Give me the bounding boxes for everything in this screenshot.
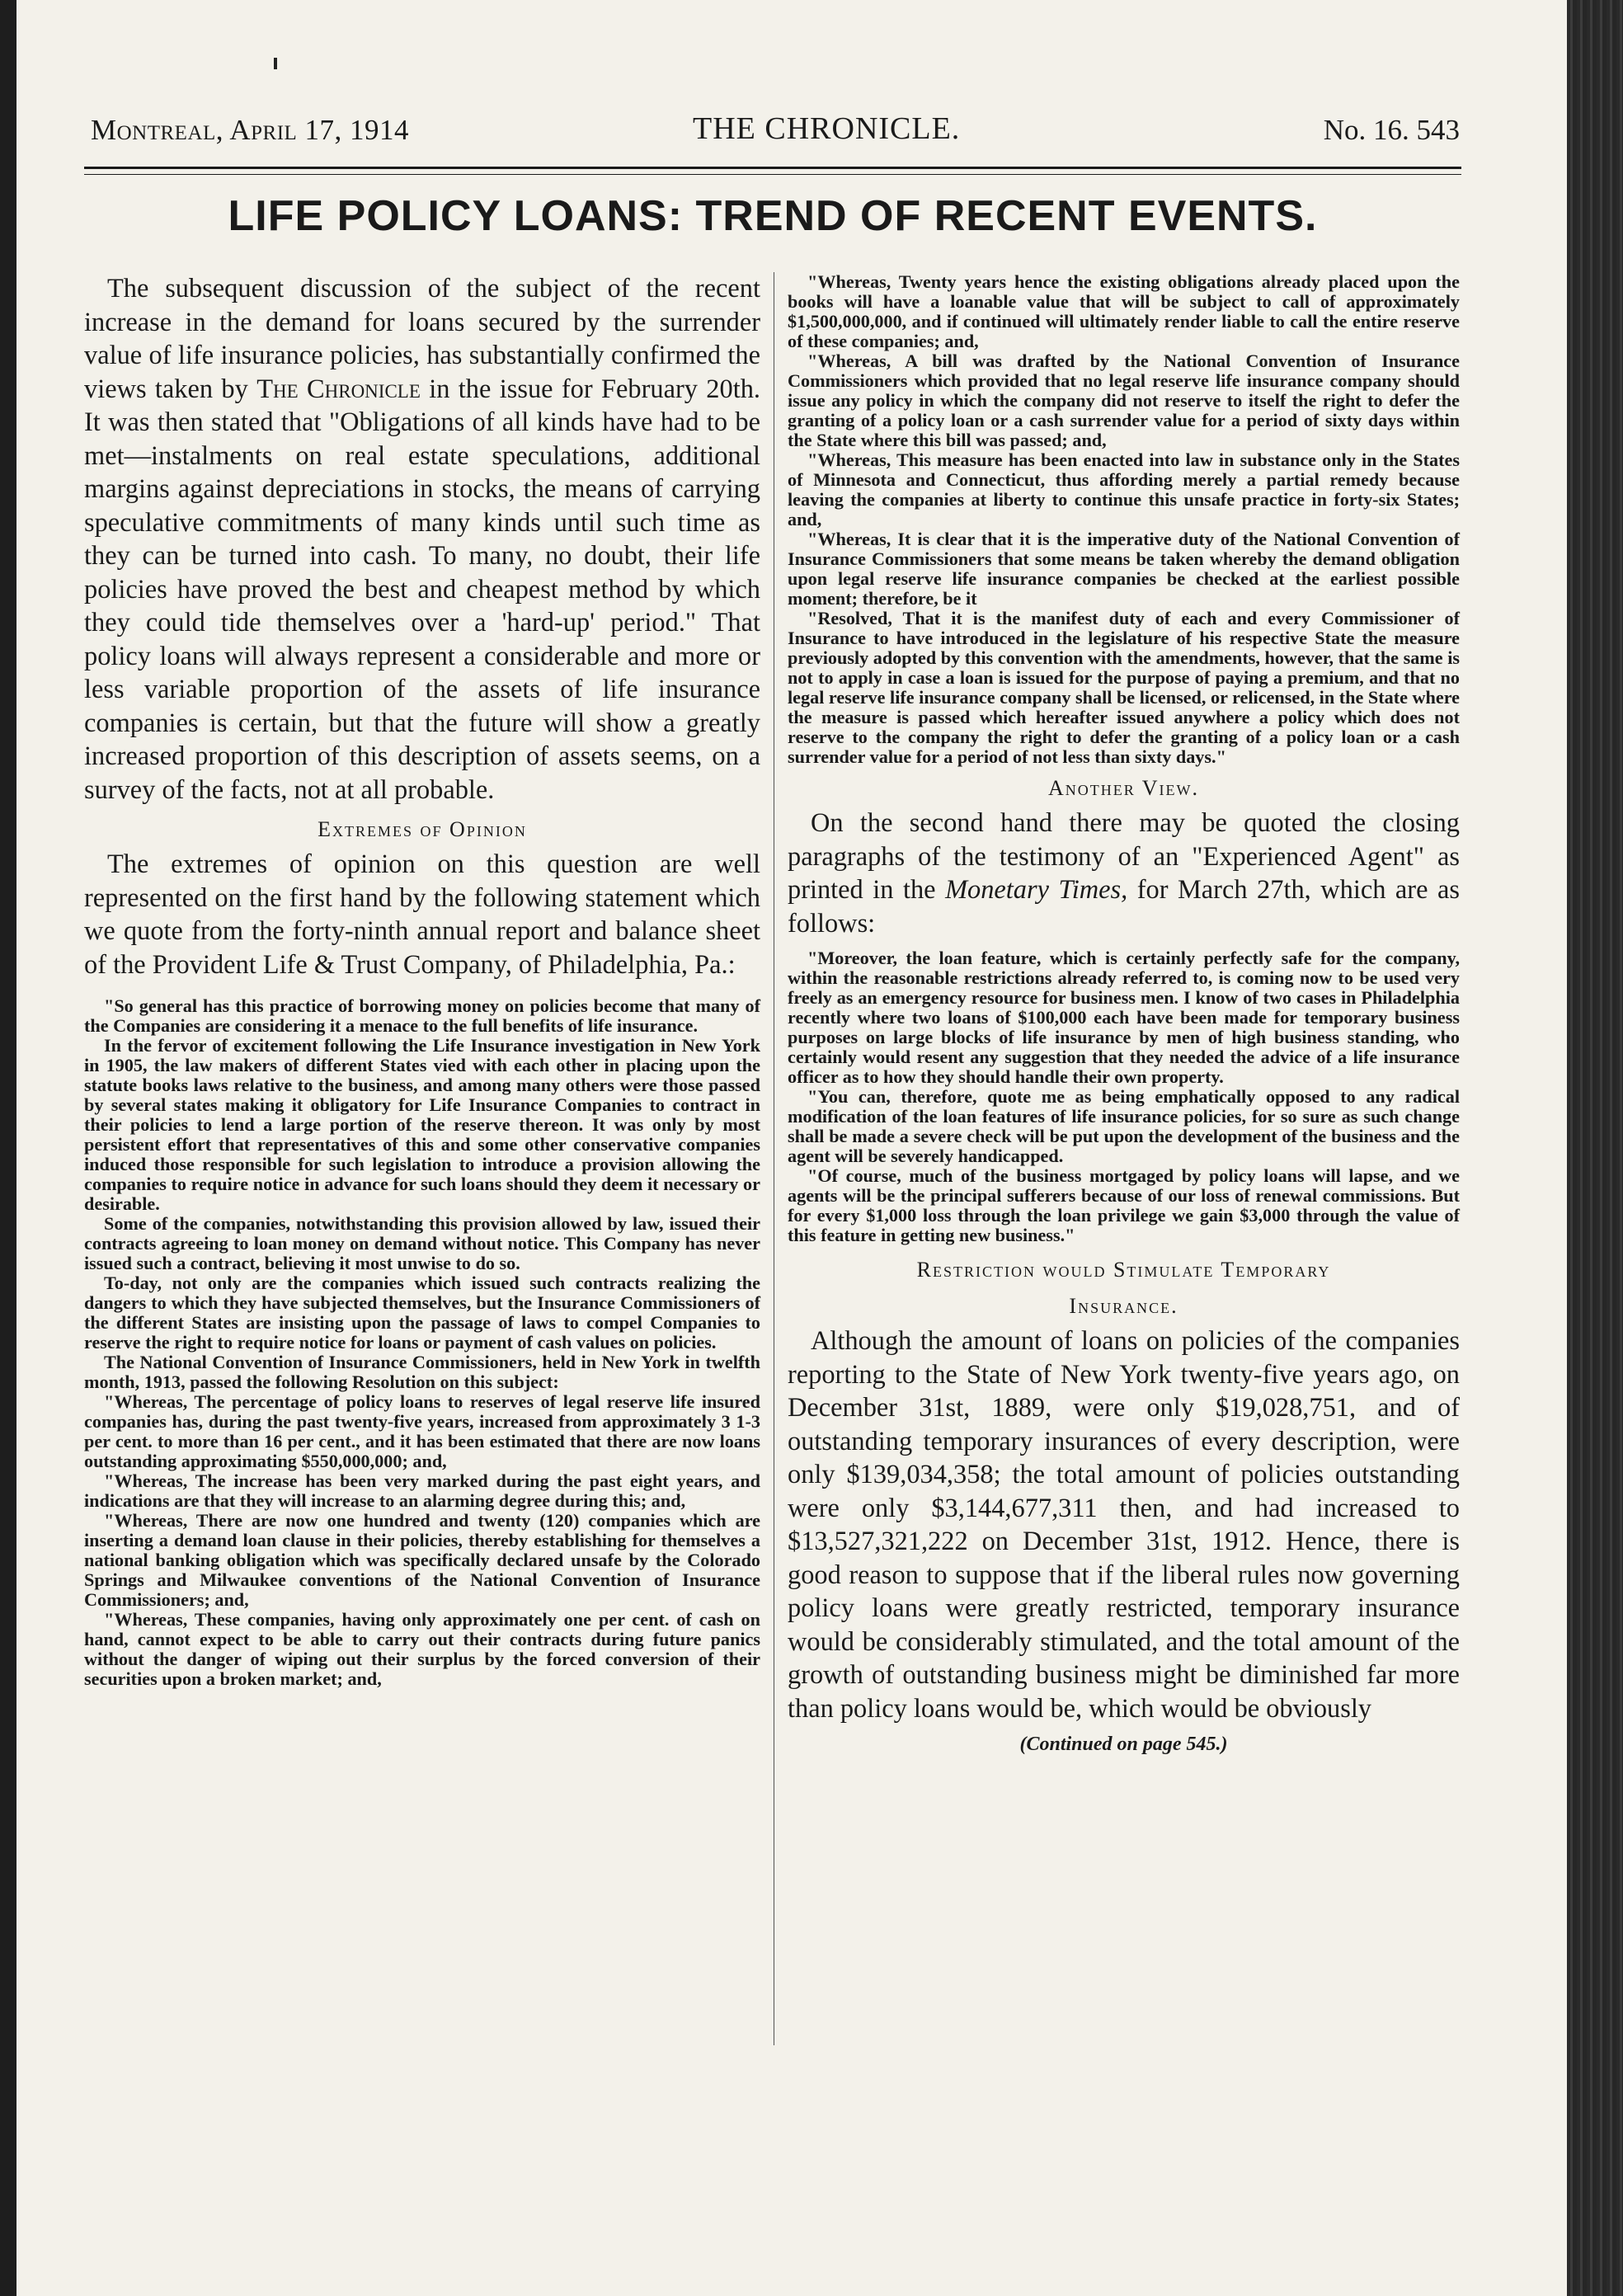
- quote-paragraph: "Resolved, That it is the manifest duty of each and every Commissioner of Insurance to have introduced in the legislature of his respective State the measure previously adopted by this convention with the amendments, however, that the same is not to apply in case a loan is issued for the purpose of paying a premium, and that no legal reserve life insurance company shall be licensed, or relicensed, in the State where the measure is passed which hereafter issued anywhere a policy which does not reserve to the company the right to defer the granting of a policy loan or a cash surrender value for a period of not less than sixty days.": [788, 608, 1460, 767]
- paragraph-restriction: Although the amount of loans on policies of the companies reporting to the State of New York twenty-five years ago, on December 31st, 1889, were only $19,028,751, and of outstanding temporary insurances of every description, were only $139,034,358; the total amount of policies outstanding were only $3,144,677,311 then, and had increased to $13,527,321,222 on December 31st, 1912. Hence, there is good reason to suppose that if the liberal rules now governing policy loans were greatly restricted, temporary insurance would be considerably stimulated, and the total amount of the growth of outstanding business might be diminished far more than policy loans would be, which would be obviously: [788, 1326, 1460, 1724]
- publication-name: Monetary Times,: [945, 875, 1128, 905]
- heading-another-view: Another View.: [1047, 776, 1200, 800]
- heading-restriction-cont: Insurance.: [1069, 1294, 1178, 1318]
- spacer: [788, 1245, 1460, 1252]
- quote-paragraph: "Whereas, Twenty years hence the existing obligations already placed upon the books will have a loanable value that will be subject to call of approximately $1,500,000,000, and if continued will ultimately render liable to call the entire reserve of these companies; and,: [788, 271, 1460, 351]
- para3-text-a: On the second hand there may be quoted the closing paragraphs of the testimony of an "Experienced Agent" as printed in the: [788, 808, 1460, 905]
- running-head: [91, 111, 1460, 155]
- article-title: LIFE POLICY LOANS: TREND OF RECENT EVENTS.: [228, 192, 1318, 240]
- issue-page: No. 16. 543: [1323, 114, 1460, 146]
- continued-note: (Continued on page 545.): [1019, 1734, 1228, 1755]
- heading-extremes: Extremes of Opinion: [318, 817, 527, 841]
- quote-paragraph: "Whereas, This measure has been enacted into law in substance only in the States of Minnesota and Connecticut, thus affording merely a partial remedy because leaving the companies at liberty to continue this unsafe practice in forty-six States; and,: [788, 449, 1460, 529]
- para3-text-b: for March 27th, which are as follows:: [788, 875, 1460, 939]
- quote-paragraph: "Whereas, A bill was drafted by the National Convention of Insurance Commissioners which provided that no legal reserve life insurance company should issue any policy in which the company did not reserve to itself the right to defer the granting of a policy loan or a cash surrender value for a period of sixty days within the State where this bill was passed; and,: [788, 351, 1460, 450]
- quote-paragraph: Some of the companies, notwithstanding this provision allowed by law, issued their contracts agreeing to loan money on demand without notice. This Company has never issued such a contract, believing it most unwise to do so.: [84, 1213, 760, 1273]
- page-edge: [1567, 0, 1623, 2296]
- quote-paragraph: "Whereas, It is clear that it is the imperative duty of the National Convention of Insurance Commissioners that some means be taken whereby the demand obligation upon legal reserve life insurance companies be checked at the earliest possible moment; therefore, be it: [788, 529, 1460, 609]
- place-date: Montreal, April 17, 1914: [91, 114, 410, 146]
- intro-text-b: in the issue for February 20th. It was then stated that "Obligations of all kinds have had to be met—instalments on real estate speculations, additional margins against depreciations in stocks, the means of carrying speculative commitments of many kinds until such time as they can be turned into cash. To many, no doubt, their life policies have proved the best and cheapest method by which they could tide themselves over a 'hard-up' period." That policy loans will always represent a considerable and more or less variable proportion of the assets of life insurance companies is certain, but that the future will show a greatly increased proportion of this description of assets seems, on a survey of the facts, not at all probable.: [84, 374, 760, 805]
- journal-reference: The Chronicle: [256, 374, 421, 404]
- print-mark: [274, 58, 277, 69]
- header-rule-thin: [84, 174, 1461, 175]
- quote-paragraph: "You can, therefore, quote me as being emphatically opposed to any radical modification of the loan features of life insurance policies, for so sure as such change shall be made a severe check will be put upon the development of the business and the agent will be severely handicapped.: [788, 1086, 1460, 1166]
- page: [16, 0, 1567, 2296]
- quote-paragraph: "So general has this practice of borrowing money on policies become that many of the Companies are considering it a menace to the full benefits of life insurance.: [84, 995, 760, 1036]
- quote-paragraph: To-day, not only are the companies which issued such contracts realizing the dangers to which they have subjected themselves, but the Insurance Commissioners of the different States are insisting upon the passage of laws to compel Companies to reserve the right to require notice for loans or payment of cash values on policies.: [84, 1273, 760, 1353]
- intro-text-a: The subsequent discussion of the subject of the recent increase in the demand for loans secured by the surrender value of life insurance policies, has substantially confirmed the views taken by: [84, 274, 760, 404]
- heading-restriction: Restriction would Stimulate Temporary: [916, 1258, 1331, 1282]
- quote-paragraph: The National Convention of Insurance Commissioners, held in New York in twelfth month, 1913, passed the following Resolution on this subject:: [84, 1352, 760, 1392]
- paragraph-another-view: [788, 807, 1460, 940]
- right-column: [788, 272, 1460, 1756]
- spacer: [84, 981, 760, 996]
- journal-name: THE CHRONICLE.: [693, 111, 961, 146]
- header-rule-thick: [84, 167, 1461, 169]
- paragraph-extremes: The extremes of opinion on this question are well represented on the first hand by the following statement which we quote from the forty-ninth annual report and balance sheet of the Provident Life & Trust Company, of Philadelphia, Pa.:: [84, 849, 760, 980]
- quote-paragraph: "Whereas, The increase has been very marked during the past eight years, and indications are that they will increase to an alarming degree during this; and,: [84, 1470, 760, 1511]
- quote-paragraph: "Whereas, There are now one hundred and twenty (120) companies which are inserting a demand loan clause in their policies, thereby establishing for themselves a national banking obligation which was specifically declared unsafe by the Colorado Springs and Milwaukee conventions of the National Convention of Insurance Commissioners; and,: [84, 1510, 760, 1610]
- quote-paragraph: "Of course, much of the business mortgaged by policy loans will lapse, and we agents will be the principal sufferers because of our loss of renewal commissions. But for every $1,000 loss through the loan privilege we gain $3,000 through the value of this feature in getting new business.": [788, 1165, 1460, 1245]
- quote-paragraph: In the fervor of excitement following the Life Insurance investigation in New York in 1905, the law makers of different States vied with each other in placing upon the statute books laws relative to the business, and among many others were those passed by several states making it obligatory for Life Insurance Companies to contract in their policies to lend a large portion of the reserve thereon. It was only by most persistent effort that representatives of this and some other conservative companies induced those responsible for such legislation to introduce a provision allowing the companies to require notice in advance for such loans should they deem it necessary or desirable.: [84, 1035, 760, 1214]
- quote-paragraph: "Whereas, These companies, having only approximately one per cent. of cash on hand, cannot expect to be able to carry out their contracts during future panics without the danger of wiping out their surplus by the forced conversion of their securities upon a broken market; and,: [84, 1609, 760, 1689]
- quote-paragraph: "Whereas, The percentage of policy loans to reserves of legal reserve life insured companies has, during the past twenty-five years, increased from approximately 3 1-3 per cent. to more than 16 per cent., and it has been estimated that there are now loans outstanding approximating $550,000,000; and,: [84, 1391, 760, 1471]
- quote-paragraph: "Moreover, the loan feature, which is certainly perfectly safe for the company, within the reasonable restrictions already referred to, is coming now to be used very freely as an emergency resource for business men. I know of two cases in Philadelphia recently where two loans of $100,000 each have been made for temporary business purposes on large blocks of life insurance by men of high business standing, who certainly would resent any suggestion that they needed the advice of a life insurance officer as to how they should handle their own property.: [788, 948, 1460, 1087]
- left-column: [84, 272, 760, 1689]
- intro-paragraph: [84, 272, 760, 807]
